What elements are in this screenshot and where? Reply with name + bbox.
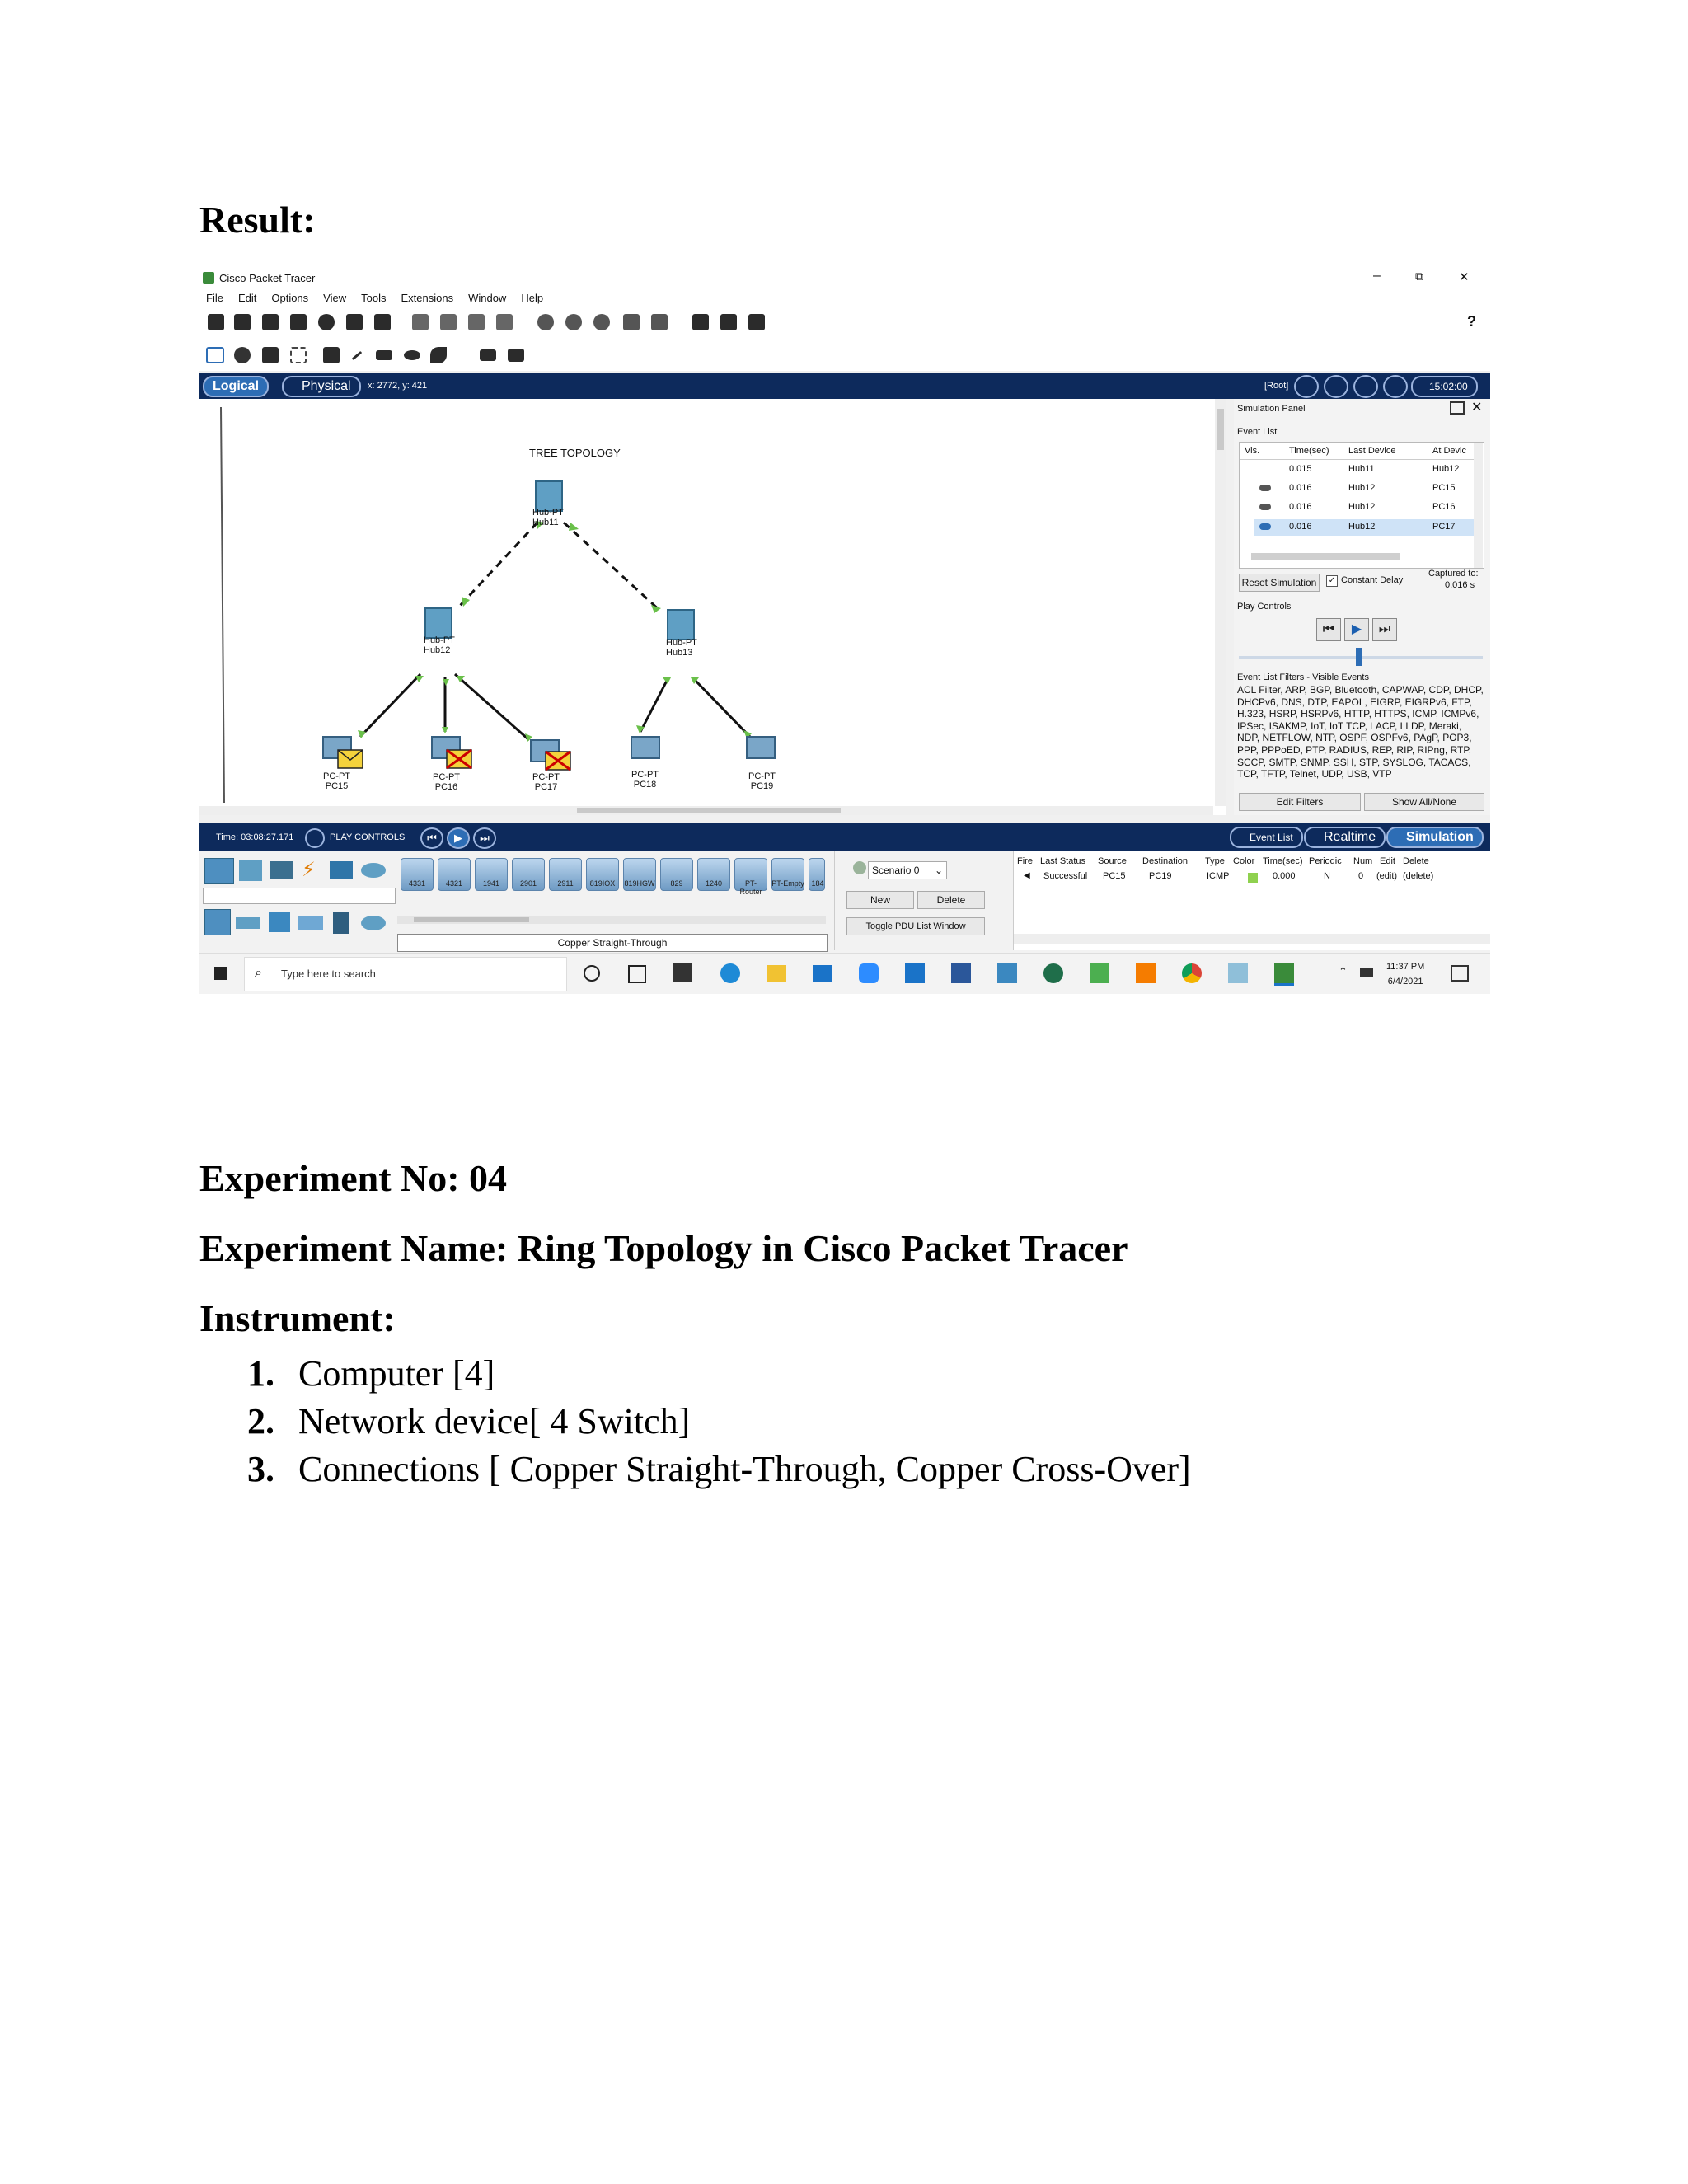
- chrome-icon[interactable]: [1182, 963, 1202, 983]
- app-icon-blue[interactable]: [997, 963, 1017, 983]
- move-object-icon[interactable]: [1353, 375, 1378, 398]
- simulation-time: Time: 03:08:27.171: [216, 832, 294, 842]
- event-row[interactable]: 0.015 Hub11 Hub12: [1289, 464, 1460, 474]
- freeform-icon[interactable]: [430, 347, 447, 363]
- multiuser-icon[interactable]: [361, 863, 386, 878]
- mail-icon[interactable]: [813, 965, 832, 982]
- hub11-icon: [536, 481, 562, 511]
- list-item: 3. Connections [ Copper Straight-Through, Copper Cross-Over]: [247, 1449, 1191, 1489]
- inspect-icon[interactable]: [234, 347, 251, 363]
- pdu-info-icon: [853, 861, 866, 874]
- pdu-col-time: Time(sec): [1263, 856, 1303, 866]
- camtasia-icon[interactable]: [1090, 963, 1109, 983]
- link-hub13-pc18: [640, 679, 668, 732]
- app-icon: [203, 272, 214, 284]
- pc18-icon: [631, 737, 659, 758]
- edge-icon[interactable]: [720, 963, 740, 983]
- paste-icon[interactable]: [440, 314, 457, 330]
- add-complex-pdu-icon[interactable]: [508, 349, 524, 362]
- menu-tools[interactable]: Tools: [361, 292, 387, 304]
- event-row[interactable]: 0.016 Hub12 PC15: [1240, 483, 1474, 499]
- window-title: Cisco Packet Tracer: [219, 272, 316, 284]
- misc-icon[interactable]: [330, 861, 353, 879]
- packet-tracer-taskbar-icon[interactable]: [1274, 963, 1294, 986]
- cursor-coords: x: 2772, y: 421: [368, 381, 428, 391]
- menu-view[interactable]: View: [323, 292, 347, 304]
- network-devices-icon[interactable]: [204, 858, 234, 884]
- menu-options[interactable]: Options: [271, 292, 309, 304]
- delete-scenario-button[interactable]: Delete: [917, 891, 985, 909]
- pdu-col-periodic: Periodic: [1309, 856, 1342, 866]
- col-last-device: Last Device: [1348, 446, 1396, 456]
- copy-icon[interactable]: [412, 314, 429, 330]
- notifications-icon[interactable]: [1451, 965, 1469, 982]
- scenario-select[interactable]: Scenario 0 ⌄: [868, 861, 947, 879]
- device-2901-label: 2901: [519, 879, 537, 888]
- simulation-panel-title: Simulation Panel: [1237, 404, 1306, 414]
- wireless-icon[interactable]: [298, 916, 323, 930]
- pc16-label: PC-PT PC16: [433, 772, 460, 792]
- pdu-row[interactable]: ◀ Successful PC15 PC19 ICMP 0.000 N 0 (edit) (delete): [1024, 871, 1434, 881]
- constant-delay-label: Constant Delay: [1341, 575, 1404, 585]
- topology-title: TREE TOPOLOGY: [529, 447, 621, 459]
- minimize-button[interactable]: –: [1373, 269, 1381, 283]
- print-icon[interactable]: [290, 314, 307, 330]
- delete-icon[interactable]: [262, 347, 279, 363]
- instrument-heading: Instrument:: [199, 1297, 396, 1339]
- select-icon[interactable]: [206, 347, 224, 363]
- redo-icon[interactable]: [496, 314, 513, 330]
- new-file-icon[interactable]: [208, 314, 224, 330]
- timebar-back-button[interactable]: ⏮: [420, 827, 443, 849]
- device-template-icon[interactable]: [651, 314, 668, 330]
- pdu-col-color: Color: [1233, 856, 1255, 866]
- reset-simulation-button[interactable]: Reset Simulation: [1239, 574, 1320, 592]
- root-label[interactable]: [Root]: [1264, 381, 1289, 391]
- time-bar: [199, 823, 1490, 851]
- menu-help[interactable]: Help: [521, 292, 544, 304]
- back-button[interactable]: ⏮: [1316, 618, 1341, 641]
- pdu-col-destination: Destination: [1142, 856, 1189, 866]
- switches-icon[interactable]: [236, 917, 260, 929]
- filters-label: Event List Filters - Visible Events: [1237, 673, 1369, 682]
- list-item: 2. Network device[ 4 Switch]: [247, 1401, 691, 1441]
- device-4321-label: 4321: [445, 879, 463, 888]
- rectangle-icon[interactable]: [376, 350, 392, 360]
- cortana-icon[interactable]: [584, 965, 600, 982]
- power-cycle-icon[interactable]: [305, 828, 325, 848]
- viewport-icon[interactable]: [692, 314, 709, 330]
- ellipse-icon[interactable]: [404, 350, 420, 360]
- captured-to-label: Captured to:: [1428, 569, 1479, 579]
- device-1240-label: 1240: [705, 879, 723, 888]
- device-pt-router-label: PT-Router: [739, 879, 762, 896]
- device-pt-empty-label: PT-Empty: [771, 879, 804, 888]
- play-button[interactable]: ▶: [1344, 618, 1369, 641]
- col-time: Time(sec): [1289, 446, 1329, 456]
- pdu-col-last-status: Last Status: [1040, 856, 1086, 866]
- device-gallery: [397, 851, 826, 930]
- security-icon[interactable]: [333, 912, 349, 934]
- end-devices-icon[interactable]: [239, 860, 262, 881]
- edit-filters-button[interactable]: Edit Filters: [1239, 793, 1361, 811]
- pc19-icon: [747, 737, 775, 758]
- pdu-h-scrollbar[interactable]: [1014, 934, 1490, 944]
- pdu-col-delete: Delete: [1403, 856, 1429, 866]
- network-info-icon[interactable]: [374, 314, 391, 330]
- wan-emulation-icon[interactable]: [361, 916, 386, 930]
- undock-icon[interactable]: [1450, 401, 1465, 415]
- tools-toolbar: [199, 340, 1490, 371]
- wizard-icon[interactable]: [346, 314, 363, 330]
- packet-tracer-screenshot: [199, 267, 1490, 994]
- app-icon-green-circle[interactable]: [1043, 963, 1063, 983]
- link-hub12-pc15: [360, 674, 420, 737]
- restore-button[interactable]: ⧉: [1415, 269, 1423, 283]
- canvas-h-thumb: [577, 808, 841, 813]
- taskbar-search-box[interactable]: [244, 957, 567, 991]
- photos-icon[interactable]: [905, 963, 925, 983]
- play-controls-label: Play Controls: [1237, 602, 1292, 612]
- menu-edit[interactable]: Edit: [237, 292, 257, 304]
- timebar-play-button[interactable]: ▶: [447, 827, 470, 849]
- windows-start-icon[interactable]: [214, 967, 227, 980]
- constant-delay-checkbox[interactable]: ✓: [1326, 575, 1338, 587]
- hub12-label: Hub-PT Hub12: [424, 635, 455, 655]
- main-toolbar: [199, 307, 1490, 340]
- canvas-v-scrollbar: [1215, 399, 1226, 806]
- col-at-device: At Devic: [1432, 446, 1466, 456]
- word-icon[interactable]: [951, 963, 971, 983]
- result-heading: Result:: [199, 199, 316, 241]
- pdu-col-fire: Fire: [1017, 856, 1033, 866]
- workspace-bar: [199, 373, 1490, 399]
- resize-icon[interactable]: [290, 347, 307, 363]
- undo-icon[interactable]: [468, 314, 485, 330]
- tray-clock[interactable]: 11:37 PM 6/4/2021: [1386, 962, 1425, 987]
- cluster-icon[interactable]: [1324, 375, 1348, 398]
- logical-workspace[interactable]: [199, 399, 1226, 815]
- panel-close-icon[interactable]: ✕: [1471, 401, 1483, 415]
- filters-text: ACL Filter, ARP, BGP, Bluetooth, CAPWAP, CDP, DHCP, DHCPv6, DNS, DTP, EAPOL, EIGRP, EIGRPv6, FTP, H.323, HSRP, HSRPv6, HTTP, HTTPS, ICMP, ICMPv6, IPSec, ISAKMP, IoT, IoT TCP, LACP, LLDP, Meraki, NDP, NETFLOW, NTP, OSPF, OSPFv6, PAgP, POP3, PPP, PPPoED, PTP, RADIUS, REP, RIP, RIPng, RTP, SCCP, SMTP, SNMP, SSH, STP, SYSLOG, TACACS, TCP, TFTP, Telnet, UDP, USB, VTP: [1237, 684, 1484, 780]
- hub13-label: Hub-PT Hub13: [666, 638, 697, 658]
- col-vis: Vis.: [1245, 446, 1260, 456]
- pc18-label: PC-PT PC18: [631, 770, 659, 790]
- experiment-no-heading: Experiment No: 04: [199, 1157, 508, 1199]
- menu-bar: [199, 288, 1490, 307]
- open-folder-icon[interactable]: [234, 314, 251, 330]
- device-search-field[interactable]: [203, 888, 396, 904]
- speed-slider-thumb[interactable]: [1356, 648, 1362, 666]
- event-list-label: Event List: [1237, 427, 1278, 437]
- pdu-icon[interactable]: [748, 314, 765, 330]
- close-button[interactable]: ✕: [1459, 270, 1470, 284]
- windows-taskbar: [199, 953, 1490, 994]
- title-bar: [199, 267, 1490, 288]
- line-icon[interactable]: [352, 351, 363, 360]
- timebar-forward-button[interactable]: ⏭: [473, 827, 496, 849]
- event-row[interactable]: 0.016 Hub12 PC16: [1240, 502, 1474, 518]
- zoom-out-icon[interactable]: [593, 314, 610, 330]
- menu-file[interactable]: File: [206, 292, 223, 304]
- connection-type-label: Copper Straight-Through: [397, 934, 828, 952]
- zoom-in-icon[interactable]: [537, 314, 554, 330]
- save-icon[interactable]: [262, 314, 279, 330]
- pc17-label: PC-PT PC17: [532, 772, 560, 792]
- eye-icon: [1259, 485, 1271, 491]
- pdu-list: [1013, 851, 1490, 950]
- link-hub13-pc19: [694, 679, 750, 737]
- help-icon[interactable]: ?: [1467, 313, 1476, 330]
- pc19-label: PC-PT PC19: [748, 771, 776, 791]
- search-icon: ⌕: [255, 966, 262, 980]
- menu-window[interactable]: Window: [468, 292, 507, 304]
- event-list-button[interactable]: Event List: [1230, 827, 1303, 848]
- pdu-col-type: Type: [1205, 856, 1225, 866]
- set-background-icon[interactable]: [1383, 375, 1408, 398]
- link-hub11-hub13: [564, 523, 661, 612]
- toggle-pdu-list-button[interactable]: Toggle PDU List Window: [846, 917, 985, 935]
- event-list-h-thumb[interactable]: [1251, 553, 1400, 560]
- experiment-name-heading: Experiment Name: Ring Topology in Cisco Packet Tracer: [199, 1227, 1128, 1269]
- taskbar-search-placeholder: Type here to search: [281, 968, 376, 980]
- show-all-none-button[interactable]: Show All/None: [1364, 793, 1484, 811]
- list-item: 1. Computer [4]: [247, 1353, 495, 1394]
- app-icon-light[interactable]: [1228, 963, 1248, 983]
- pdu-col-edit: Edit: [1380, 856, 1395, 866]
- device-4331-label: 4331: [408, 879, 426, 888]
- pc15-label: PC-PT PC15: [323, 771, 350, 791]
- components-icon[interactable]: [270, 861, 293, 879]
- pdu-col-num: Num: [1353, 856, 1373, 866]
- info-icon[interactable]: [318, 314, 335, 330]
- link-hub12-pc17: [455, 674, 529, 740]
- pdu-col-source: Source: [1098, 856, 1127, 866]
- add-simple-pdu-icon[interactable]: [480, 349, 496, 361]
- new-scenario-button[interactable]: New: [846, 891, 914, 909]
- note-icon[interactable]: [323, 347, 340, 363]
- instrument-list: [247, 1350, 1191, 1493]
- store-icon[interactable]: [673, 963, 692, 982]
- hub-icons: [425, 481, 694, 640]
- hub11-label: Hub-PT Hub11: [532, 508, 564, 527]
- hubs-icon[interactable]: [269, 912, 290, 932]
- link-hub11-hub12: [459, 523, 537, 607]
- captured-to-value: 0.016 s: [1445, 580, 1475, 590]
- event-row-selected[interactable]: 0.016 Hub12 PC17: [1254, 519, 1474, 536]
- file-explorer-icon[interactable]: [767, 965, 786, 982]
- xampp-icon[interactable]: [1136, 963, 1156, 983]
- event-list-table[interactable]: [1239, 442, 1484, 569]
- device-area: [199, 851, 1490, 953]
- device-819hgw-label: 819HGW: [624, 879, 655, 888]
- device-819iox-label: 819IOX: [589, 879, 616, 888]
- capture-forward-button[interactable]: ⏭: [1372, 618, 1397, 641]
- back-icon[interactable]: [1294, 375, 1319, 398]
- connections-icon[interactable]: ⚡: [302, 859, 316, 881]
- clock-display: 15:02:00: [1411, 376, 1478, 397]
- gallery-scroll-thumb[interactable]: [414, 917, 529, 922]
- physical-tab[interactable]: Physical: [282, 376, 361, 397]
- simulation-panel: [1234, 399, 1490, 815]
- simulation-button[interactable]: Simulation: [1386, 827, 1484, 848]
- eye-icon: [1259, 523, 1271, 530]
- battery-icon: [1360, 968, 1373, 977]
- pdu-color-swatch: [1248, 873, 1258, 883]
- device-2911-label: 2911: [557, 879, 574, 888]
- tray-chevron-icon[interactable]: ⌃: [1339, 965, 1348, 977]
- realtime-button[interactable]: Realtime: [1304, 827, 1386, 848]
- topology-canvas: [199, 399, 1226, 815]
- zoom-app-icon[interactable]: [859, 963, 879, 983]
- hub12-icon: [425, 608, 452, 638]
- device-184-label: 184: [811, 879, 824, 888]
- play-controls-caption: PLAY CONTROLS: [330, 832, 406, 842]
- zoom-reset-icon[interactable]: [565, 314, 582, 330]
- device-829-label: 829: [670, 879, 683, 888]
- device-1941-label: 1941: [482, 879, 500, 888]
- task-view-icon[interactable]: [628, 965, 646, 983]
- routers-icon[interactable]: [204, 909, 231, 935]
- eye-icon: [1259, 504, 1271, 510]
- fire-icon: ◀: [1024, 871, 1030, 880]
- menu-extensions[interactable]: Extensions: [401, 292, 454, 304]
- custom-devices-icon[interactable]: [720, 314, 737, 330]
- event-list-v-scrollbar[interactable]: [1474, 443, 1483, 568]
- hub13-icon: [668, 610, 694, 640]
- canvas-border-line: [221, 407, 224, 803]
- canvas-v-thumb: [1217, 409, 1224, 450]
- logical-tab[interactable]: Logical: [203, 376, 269, 397]
- drawing-palette-icon[interactable]: [623, 314, 640, 330]
